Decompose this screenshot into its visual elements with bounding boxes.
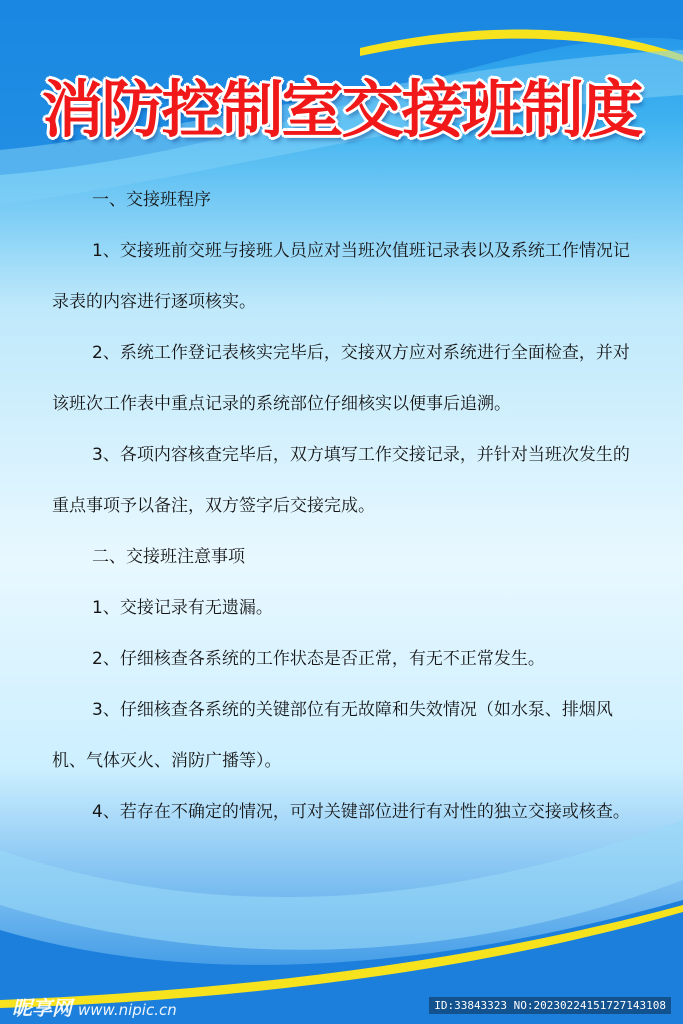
watermark-brand-name: 昵享网 bbox=[12, 996, 72, 1020]
notes-item-1: 1、交接记录有无遗漏。 bbox=[92, 598, 273, 618]
watermark-id: ID:33843323 NO:20230224151727143108 bbox=[429, 997, 671, 1014]
procedure-item-2: 2、系统工作登记表核实完毕后，交接双方应对系统进行全面检查，并对该班次工作表中重点记录的系统部位仔细核实以便事后追溯。 bbox=[52, 343, 630, 414]
procedure-item-1: 1、交接班前交班与接班人员应对当班次值班记录表以及系统工作情况记录表的内容进行逐项核实。 bbox=[52, 241, 630, 312]
regulation-text bbox=[52, 175, 642, 838]
notes-item-4: 4、若存在不确定的情况，可对关键部位进行有对性的独立交接或核查。 bbox=[92, 802, 630, 822]
section-heading-notes: 二、交接班注意事项 bbox=[92, 547, 245, 567]
notes-item-2: 2、仔细核查各系统的工作状态是否正常，有无不正常发生。 bbox=[92, 649, 545, 669]
watermark-url: www.nipic.cn bbox=[78, 1001, 177, 1019]
poster-title: 消防控制室交接班制度 bbox=[41, 73, 642, 146]
section-heading-procedure: 一、交接班程序 bbox=[92, 190, 211, 210]
procedure-item-3: 3、各项内容核查完毕后，双方填写工作交接记录，并针对当班次发生的重点事项予以备注，双方签字后交接完成。 bbox=[52, 445, 630, 516]
watermark-brand bbox=[12, 992, 177, 1021]
notes-item-3: 3、仔细核查各系统的关键部位有无故障和失效情况（如水泵、排烟风机、气体灭火、消防广播等）。 bbox=[52, 700, 613, 771]
